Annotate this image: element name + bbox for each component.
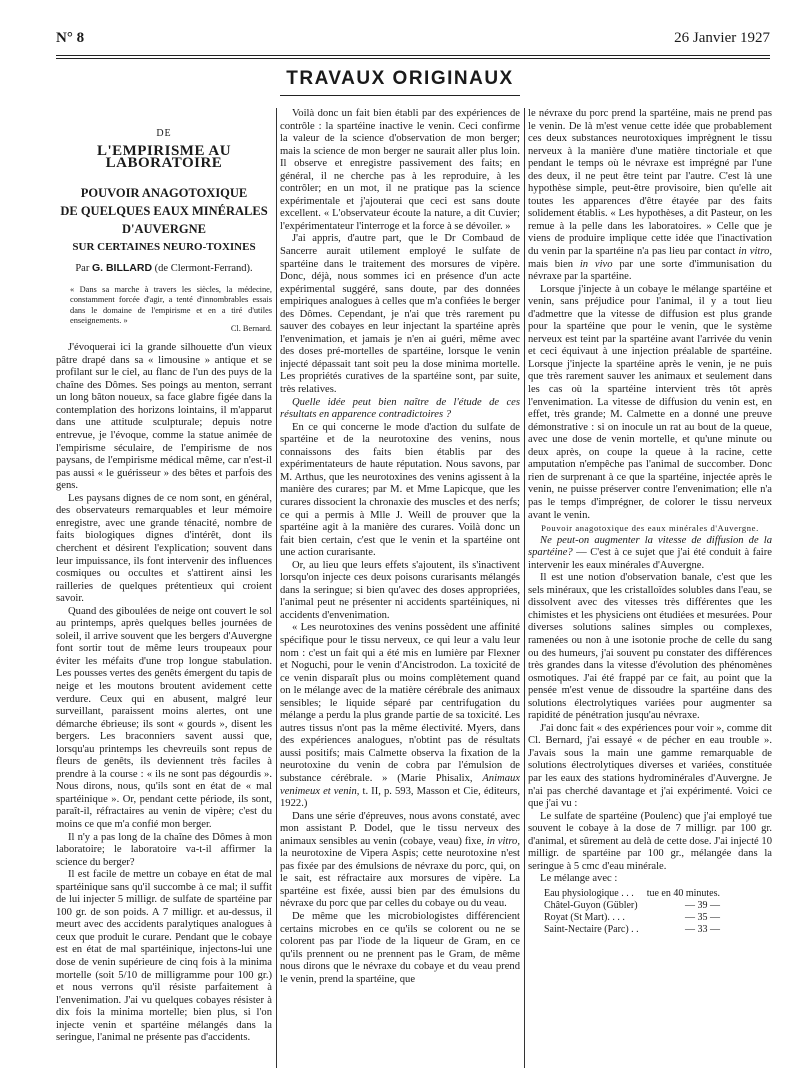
header-rule-2 <box>56 58 770 59</box>
epigraph-text: « Dans sa marche à travers les siècles, la médecine, constamment forcée d'agir, a tenté d'innombrables essais dans le domaine de l'empirisme et en a tiré d'utiles enseignements. » <box>70 285 272 325</box>
table-row <box>540 888 724 900</box>
kill-time: — 33 — <box>685 923 721 935</box>
header-rule <box>56 55 770 56</box>
text-segment: mais bien <box>528 258 574 270</box>
text-segment: le névraxe du porc prend la spartéine, mais ne prend pas le venin. De là m'est venue cette idée que probablement ces deux substances neurotoxiques imprègnent le tissu nerveux à la manière d'une matière tinctoriale et que pendant le temps où le névraxe est imprégné par l'une des deux, il ne peut être teint par l'autre. C'est là une hypothèse simple, peut-être provisoire, bien qu'elle ait toutes les apparences d'être étayée par des faits solidement établis. « Les hypothèses, a dit Pasteur, on les remue à la pelle dans les laboratoires. » Celle que je viens de produire implique cette idée que l'inactivation du venin par la spartéine n'a pas lieu par contact <box>528 108 772 258</box>
paragraph <box>280 811 520 911</box>
page-header <box>56 30 770 50</box>
column-divider-1 <box>276 108 277 1068</box>
kill-time: — 35 — <box>685 911 721 923</box>
text-segment: la neurotoxine de Vipera Aspis; cette neurotoxine n'est pas fixée par des émulsions de névraxe du porc, qui, on le sait, est réfractaire aux morsures de vipère. La spartéine est fixée, aussi bien par des émulsions du névraxe du porc que par celles du cobaye ou du veau. <box>280 848 520 910</box>
byline <box>56 262 272 276</box>
paragraph: Le sulfate de spartéine (Poulenc) que j'ai employé tue souvent le cobaye à la dose de 7 milligr. par 100 gr. d'animal, et sûrement au delà de cette dose. J'ai injecté 10 milligr. de spartéine par 100 gr., mélangée dans la seringue à 5 cmc d'eau minérale. <box>528 810 772 872</box>
paragraph: Or, au lieu que leurs effets s'ajoutent, ils s'inactivent lorsqu'on injecte ces deux poisons curarisants mélangés dans la seringue; si bien qu'avec des doses appropriées, l'animal peut ne présenter ni accidents spartéiniques, ni accidents d'envenimation. <box>280 559 520 621</box>
italic-question: Quelle idée peut bien naître de l'étude de ces résultats en apparence contradictoires ? <box>280 396 520 421</box>
column-2 <box>280 108 520 986</box>
paragraph <box>528 535 772 573</box>
article-title: L'EMPIRISME AU LABORATOIRE <box>96 142 232 172</box>
italic-question: Ne peut-on augmenter la vitesse de diffusion de la spartéine? <box>528 534 772 559</box>
article-subtitle-3: D'AUVERGNE <box>121 221 207 236</box>
article-subtitle-1: POUVOIR ANAGOTOXIQUE <box>80 185 248 200</box>
paragraph-quote <box>280 622 520 810</box>
epigraph-signature: Cl. Bernard. <box>230 324 272 333</box>
mixture-table <box>540 888 724 936</box>
article-subtitle-2: DE QUELQUES EAUX MINÉRALES <box>60 203 268 218</box>
subsection-heading: Pouvoir anagotoxique des eaux minérales d'Auvergne. <box>541 523 759 534</box>
italic-term: in vitro, <box>738 246 773 258</box>
paragraph: Il est facile de mettre un cobaye en état de mal spartéinique sans qu'il succombe à ce mal; il suffit de lui injecter 5 milligr. de sulfate de spartéine par 100 gr. de son poids. A 7 milligr. et au-dessus, il meurt avec des accidents paralytiques analogues à ceux que produit le curare. Pendant que le cobaye est en état de mal spartéinique, injectons-lui une dose de venin supérieure de cinq fois à la minima mortelle (soit 5/10 de milligramme pour 100 gr.) et nous verrons qu'il résiste parfaitement à l'envenimation. J'ai vu quelques cobayes résister à dix fois la minima mortelle; bien plus, si l'on injecte venin et spartéine mélangés dans la seringue, l'animal ne présente pas d'accidents. <box>56 869 272 1044</box>
paragraph: J'ai appris, d'autre part, que le Dr Combaud de Sancerre aurait utilement employé le sulfate de spartéine dans le traitement des morsures de vipère. Donc, déjà, nous sommes ici en présence d'un acte expérimental suggéré, sans doute, par des données empiriques analogues à celles que m'a confiées le berger des Dômes. Cependant, je n'ai que très rarement pu sauver des cobayes en leur injectant la spartéine après l'envenimation, et jamais je n'en ai guéri, même avec des doses pré-mortelles de spartéine, lorsque le venin injecté dépassait tant soit peu la dose minima mortelle. Les propriétés curatives de la spartéine sont, par suite, très relatives. <box>280 233 520 396</box>
water-name: Châtel-Guyon (Gübler) <box>544 899 638 911</box>
text-segment: Dans une série d'épreuves, nous avons constaté, avec mon assistant P. Dodel, que le tissu nerveux des animaux sensibles au venin (cobaye, veau) fixe, <box>280 810 520 847</box>
article-subtitle-4: SUR CERTAINES NEURO-TOXINES <box>72 240 256 253</box>
byline-prefix: Par <box>75 262 90 274</box>
column-3 <box>528 108 772 936</box>
epigraph <box>70 285 272 334</box>
table-row <box>540 900 724 912</box>
table-row <box>540 924 724 936</box>
table-row <box>540 912 724 924</box>
paragraph: De même que les microbiologistes différencient certains microbes en ce qu'ils se colorent ou ne se colorent pas par l'iode de la liqueur de Gram, en ce qu'ils prennent ou ne prennent pas le Gram, de même nous dirons que le névraxe du cobaye et du veau prend le venin, prend la spartéine, que <box>280 911 520 985</box>
text-segment: — C'est à ce sujet que j'ai été conduit à faire intervenir les eaux minérales d'Auvergne. <box>528 547 772 571</box>
kill-time: — 39 — <box>685 899 721 911</box>
paragraph: J'ai donc fait « des expériences pour voir », comme dit Cl. Bernard, j'ai essayé « de pécher en eau trouble ». J'avais sous la main une gamme remarquable de solutions électrolytiques diverses et variées, constituée par les eaux des stations hydrominérales d'Auvergne. Je n'ai pas cherché davantage et j'ai expérimenté. Voici ce que j'ai vu : <box>528 722 772 810</box>
quote-text: « Les neurotoxines des venins possèdent une affinité spécifique pour le tissu nerveux, ce qui leur a valu leur nom : c'est un fait qui a été mis en lumière par Flexner et Noguchi, pour le venin d'Ancistrodon. La toxicité de ce venin disparaît plus ou moins complètement quand on le mélange avec de la matière cérébrale des animaux sensibles; le liquide séparé par centrifugation du mélange a perdu la plus grande partie de sa toxicité. Les autres tissus n'ont pas la même électivité. Myers, dans des expériences analogues, n'obtint pas de résultats aussi positifs; mais Calmette observa la fixation de la neurotoxine du venin de cobra par l'émulsion de substance cérébrale. » (Marie Phisalix, <box>280 622 520 784</box>
paragraph: Voilà donc un fait bien établi par des expériences de contrôle : la spartéine inactive le venin. Ceci confirme la valeur de la science d'observation de mon berger; mais la science de mon berger ne saurait aller plus loin. Il observe et enregistre passivement des faits; en général, il ne cherche pas à les reproduire, à les contrôler; en un mot, il ne pratique pas la science expérimentale et j'ajouterai que ceci est sans doute excellent. « L'observateur écoute la nature, a dit Cuvier; l'expérimentateur l'interroge et la force à se dévoiler. » <box>280 108 520 232</box>
italic-term: in vitro, <box>486 835 521 847</box>
kill-time: tue en 40 minutes. <box>646 887 721 899</box>
paragraph: Quand des giboulées de neige ont couvert le sol au printemps, après quelques belles journées de soleil, il arrive souvent que les bergers d'Auvergne font sortir tout de même leurs troupeaux pour éviter les méfaits d'une trop longue stabulation. Les pousses vertes des genêts émergent du tapis de neige et les moutons broutent avidement cette verdure. Ceux qui en abusent, malgré leur surveillant, paraissent moins alertes, ont une démarche ébrieuse; ils sont « gourds », disent les bergers. Les braconniers savent aussi que, lorsqu'au printemps les chevreuils sont repus de fleurs de genêts, ils deviennent très faciles à prendre à la course : « ils ne sont pas dégourdis ». Nous dirons, nous, qu'ils sont en état de « mal spartéinique ». Or, pendant cette période, ils sont, paraît-il, réfractaires au venin de vipère; c'est du moins ce que m'a confié mon berger. <box>56 605 272 830</box>
paragraph: J'évoquerai ici la grande silhouette d'un vieux pâtre drapé dans sa « limousine » antique et se profilant sur le ciel, au flanc de l'un des puys de la chaîne des Dômes. Ses poings au menton, serrant un long bâton noueux, sa face glabre figée dans la contemplation des horizons lointains, il m'apparut dans une attitude sculpturale; depuis notre entrevue, je l'évoque, comme la statue animée de l'empirisme séculaire, de l'empirisme de nos paysans, de l'empirisme médical même, car n'est-il pas aussi « le guérisseur » des bêtes et parfois des gens. <box>56 342 272 492</box>
reference-title: Animaux venimeux et venin, <box>280 772 520 797</box>
section-title: TRAVAUX ORIGINAUX <box>286 68 514 89</box>
paragraph <box>528 108 772 284</box>
column-1 <box>56 128 272 1045</box>
paragraph: Lorsque j'injecte à un cobaye le mélange spartéine et venin, sans préjudice pour l'animal, il y a tout lieu d'admettre que la vitesse de diffusion est plus grande pour la spartéine que pour le venin, que le système nerveux est teint par la spartéine avant l'arrivée du venin et ceci équivaut à une injection préalable de spartéine. Lorsque j'injecte la spartéine après le venin, je ne puis que très rarement sauver les animaux et seulement dans les cas où la spartéine intervient très tôt après l'envenimation. La vitesse de diffusion du venin est, en effet, très grande; M. Calmette en a donné une preuve démonstrative : si on inocule un rat au bout de la queue, avec une dose de venin mortelle, et qu'une minute ou deux après, on coupe la queue à la racine, cette amputation n'empêche pas l'animal de succomber. Donc rien de surprenant à ce que la spartéine, injectée après le venin, ne puisse préserver contre l'envenimation; elle n'a pas le temps d'imprégner, de colorer le tissu nerveux avant le venin. <box>528 283 772 521</box>
paragraph-italic <box>280 397 520 422</box>
reference-end: t. II, p. 593, Masson et Cie, éditeurs, 1922.) <box>280 785 521 810</box>
paragraph: Le mélange avec : <box>540 873 618 885</box>
italic-term: in vivo <box>579 258 613 270</box>
author-affiliation: (de Clermont-Ferrand). <box>154 262 253 274</box>
paragraph: Les paysans dignes de ce nom sont, en général, des observateurs remarquables et leur mémoire enregistre, avec une grande ténacité, nombre de faits biologiques dignes d'intérêt, dont ils cherchent et désirent l'explication; souvent dans leur impuissance, ils font intervenir des influences cosmiques ou occultes et s'attirent ainsi les railleries de quelques prétentieux qui croient savoir. <box>56 492 272 605</box>
issue-number: N° 8 <box>56 30 85 46</box>
paragraph: En ce qui concerne le mode d'action du sulfate de spartéine et de la neurotoxine des venins, nous connaissons des faits bien établis par des expérimentateurs de haute réputation. Nous savons, par M. Arthus, que les neurotoxines des venins agissent à la manière des curares; par M. et Mme Lapicque, que les curares dissocient la chronaxie des muscles et des nerfs; ce qui a permis à Mlle J. Weill de prouver que la spartéine agit à la manière des curares. Voilà donc un fait bien certain, c'est que le venin et la spartéine ont une action curarisante. <box>280 421 520 559</box>
paragraph: Il n'y a pas long de la chaîne des Dômes à mon laboratoire; le laboratoire va-t-il affirmer la science du berger? <box>56 831 272 868</box>
article-pre-title: DE <box>156 128 172 139</box>
issue-date: 26 Janvier 1927 <box>674 30 770 46</box>
water-name: Saint-Nectaire (Parc) . . <box>544 923 639 935</box>
water-name: Royat (St Mart). . . . <box>544 911 625 923</box>
author-name: G. BILLARD <box>91 261 153 274</box>
paragraph: Il est une notion d'observation banale, c'est que les sels minéraux, que les cristalloïdes solubles dans l'eau, se dissolvent avec des vitesses très différentes que les chimistes et les physiciens ont étudiées et mesurées. Pour diverses solutions salines simples ou complexes, ramenées ou non à une isotonie proche de celle du sang ou des humeurs, j'ai souvent pu constater des différences très grandes dans la vitesse d'évolution des phénomènes osmotiques. J'ai été frappé par ce fait, au point que la pensée m'est venue de dissoudre la spartéine dans des solutions électrolytiques variées pour augmenter sa rapidité de pénétration jusqu'au névraxe. <box>528 572 772 722</box>
section-rule <box>280 95 520 96</box>
text-segment: par une sorte d'immunisation du névraxe par la spartéine. <box>528 258 772 283</box>
water-name: Eau physiologique . . . <box>544 887 634 899</box>
column-divider-2 <box>524 108 525 1068</box>
